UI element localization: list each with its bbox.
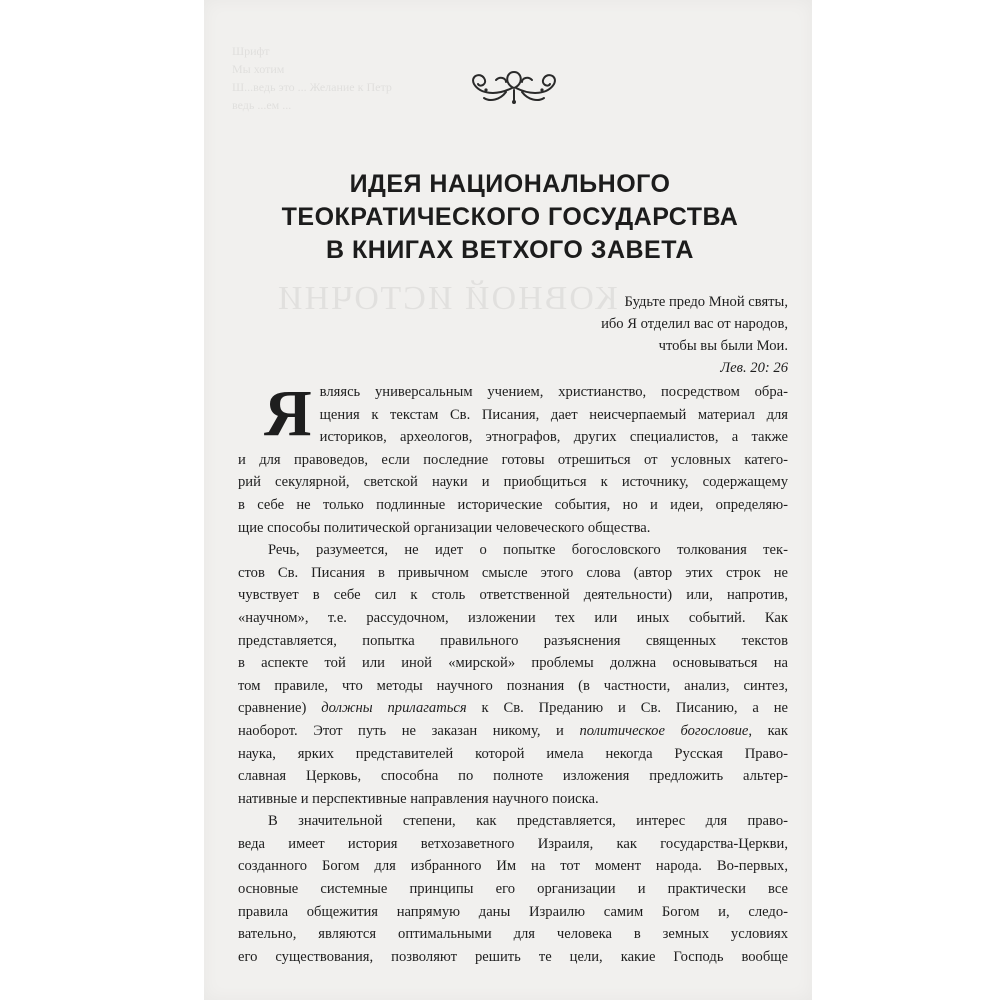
epigraph-line: чтобы вы были Мои.	[658, 338, 788, 354]
inline-text: наоборот. Этот путь не заказан никому, и	[238, 722, 564, 739]
text-line	[238, 697, 788, 720]
text-line: историков, археологов, этнографов, других специалистов, а также	[319, 429, 788, 446]
text-line: его существования, позволяют решить те цели, какие Господь вообще	[238, 948, 788, 965]
inline-text: , как	[748, 722, 789, 739]
text-line: представляется, попытка правильного разъяснения священных текстов	[238, 632, 788, 649]
text-line: славная Церковь, способна по полноте изложения предложить альтер-	[238, 768, 788, 785]
chapter-title-line: ИДЕЯ НАЦИОНАЛЬНОГО	[349, 170, 671, 198]
text-line: рий секулярной, светской науки и приобщиться к источнику, содержащему	[238, 474, 788, 491]
text-line: в себе не только подлинные исторические события, но и идеи, определяю-	[238, 496, 788, 513]
text-line: в аспекте той или иной «мирской» проблемы должна основываться на	[238, 655, 788, 672]
text-line: веда имеет история ветхозаветного Израиля, как государства-Церкви,	[238, 835, 788, 852]
text-line: вательно, являются оптимальными для человека в земных условиях	[238, 926, 788, 943]
text-line: и для правоведов, если последние готовы отрешиться от условных катего-	[238, 451, 788, 468]
chapter-title-line: ТЕОКРАТИЧЕСКОГО ГОСУДАРСТВА	[281, 203, 739, 231]
body-text	[238, 377, 789, 968]
text-line: «научном», т.е. рассудочном, изложении тех или иных событий. Как	[238, 609, 788, 626]
show-through-text: Шрифт Мы хотим Ш...ведь это ... Желание к Петр ведь ...ем ...	[232, 44, 392, 112]
drop-cap: Я	[264, 377, 312, 450]
text-line: нативные и перспективные направления научного поиска.	[238, 790, 599, 807]
text-line: Речь, разумеется, не идет о попытке богословского толкования тек-	[268, 542, 788, 559]
text-line: основные системные принципы его организации и практически все	[238, 881, 788, 898]
text-line: том правиле, что методы научного познания (в частности, анализ, синтез,	[238, 677, 788, 694]
text-line: чувствует в себе сил к столь ответственной деятельности) или, напротив,	[238, 587, 788, 604]
italic-text: должны прилагаться	[321, 700, 467, 717]
text-line: наука, ярких представителей которой имела некогда Русская Право-	[238, 745, 788, 762]
text-line: щие способы политической организации человеческого общества.	[238, 519, 651, 536]
inline-text: сравнение)	[238, 700, 307, 717]
paragraph-2	[238, 539, 788, 810]
chapter-title	[232, 168, 788, 267]
text-line: вляясь универсальным учением, христианство, посредством обра-	[319, 384, 788, 400]
text-line: правила общежития напрямую даны Израилю самим Богом и, следо-	[238, 903, 788, 920]
text-line: В значительной степени, как представляется, интерес для право-	[268, 813, 788, 830]
epigraph	[488, 291, 788, 379]
epigraph-line: ибо Я отделил вас от народов,	[601, 316, 788, 332]
paragraph-3	[238, 810, 788, 968]
text-line: созданного Богом для избранного Им на тот момент народа. Во-первых,	[238, 858, 788, 875]
text-line: щения к текстам Св. Писания, дает неисчерпаемый материал для	[319, 406, 788, 423]
chapter-title-line: В КНИГАХ ВЕТХОГО ЗАВЕТА	[326, 236, 694, 264]
ornament-icon	[466, 66, 562, 106]
text-line: стов Св. Писания в привычном смысле этого слова (автор этих строк не	[238, 564, 788, 581]
epigraph-reference: Лев. 20: 26	[720, 360, 788, 376]
italic-text: политическое богословие	[579, 722, 749, 739]
paragraph-1	[238, 377, 788, 539]
inline-text: к Св. Преданию и Св. Писанию, а не	[481, 700, 789, 717]
text-line	[238, 720, 788, 743]
epigraph-line: Будьте предо Мной святы,	[624, 294, 788, 310]
show-through-heading: КОВНОЙ ИСТОЧНИ	[276, 280, 618, 317]
